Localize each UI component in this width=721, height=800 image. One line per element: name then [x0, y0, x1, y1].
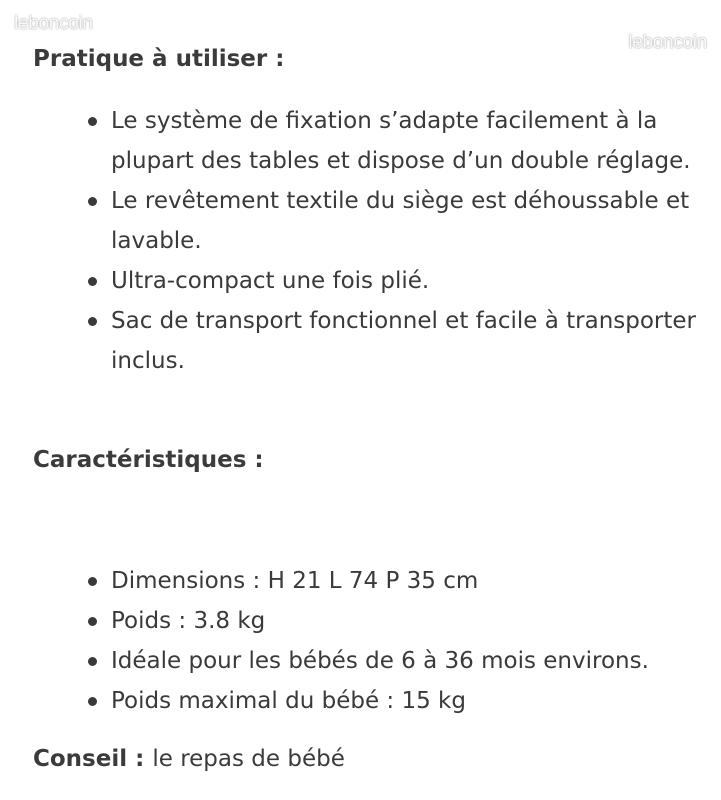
bullet-dot-icon	[88, 317, 97, 326]
bullet-dot-icon	[88, 577, 97, 586]
list-item-text: Ultra-compact une fois plié.	[111, 268, 430, 294]
list-item-text: Poids maximal du bébé : 15 kg	[111, 688, 466, 714]
bullet-dot-icon	[88, 657, 97, 666]
bullet-dot-icon	[88, 197, 97, 206]
leboncoin-watermark-left: leboncoin	[14, 13, 93, 34]
list-item-text: Idéale pour les bébés de 6 à 36 mois environs.	[111, 648, 649, 674]
list-item-text: Le revêtement textile du siège est déhoussable et lavable.	[111, 188, 690, 254]
conseil-label: Conseil :	[33, 746, 145, 772]
bullet-dot-icon	[88, 277, 97, 286]
bullet-dot-icon	[88, 117, 97, 126]
list-item	[0, 301, 701, 381]
list-item	[0, 641, 701, 681]
list-item	[0, 181, 701, 261]
caracteristiques-list	[0, 561, 701, 721]
list-item	[0, 101, 701, 181]
section-title-pratique: Pratique à utiliser :	[33, 46, 285, 72]
bullet-dot-icon	[88, 697, 97, 706]
list-item-text: Sac de transport fonctionnel et facile à transporter inclus.	[111, 308, 697, 374]
pratique-list	[0, 101, 701, 381]
list-item	[0, 681, 701, 721]
conseil-text: le repas de bébé	[152, 746, 345, 772]
section-title-caracteristiques: Caractéristiques :	[33, 447, 264, 473]
list-item	[0, 601, 701, 641]
conseil-line	[33, 746, 345, 772]
bullet-dot-icon	[88, 617, 97, 626]
list-item	[0, 261, 701, 301]
list-item	[0, 561, 701, 601]
list-item-text: Poids : 3.8 kg	[111, 608, 266, 634]
list-item-text: Le système de fixation s’adapte facilement à la plupart des tables et dispose d’un double réglage.	[111, 108, 691, 174]
leboncoin-watermark-right: leboncoin	[628, 32, 707, 53]
list-item-text: Dimensions : H 21 L 74 P 35 cm	[111, 568, 479, 594]
